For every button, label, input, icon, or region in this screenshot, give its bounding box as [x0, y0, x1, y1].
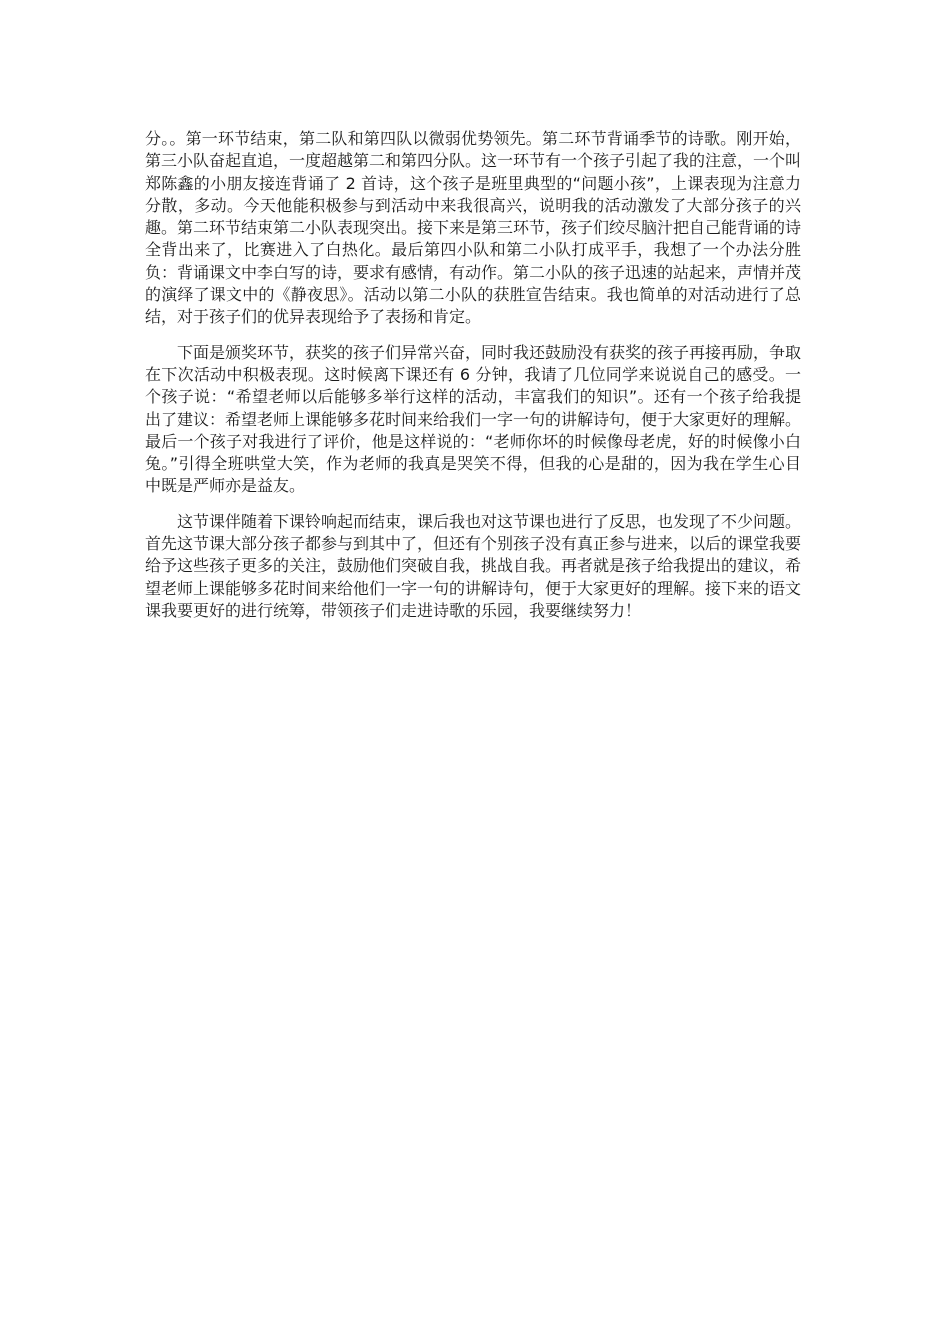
- paragraph-2: 下面是颁奖环节，获奖的孩子们异常兴奋，同时我还鼓励没有获奖的孩子再接再励，争取在下次活动中积极表现。这时候离下课还有 6 分钟，我请了几位同学来说说自己的感受。一个孩子说：“希望老师以后能够多举行这样的活动，丰富我们的知识”。还有一个孩子给我提出了建议：希望老师上课能够多花时间来给我们一字一句的讲解诗句，便于大家更好的理解。最后一个孩子对我进行了评价，他是这样说的：“老师你坏的时候像母老虎，好的时候像小白兔。”引得全班哄堂大笑，作为老师的我真是哭笑不得，但我的心是甜的，因为我在学生心目中既是严师亦是益友。: [145, 342, 802, 496]
- paragraph-1: 分。。第一环节结束，第二队和第四队以微弱优势领先。第二环节背诵季节的诗歌。刚开始，第三小队奋起直追，一度超越第二和第四分队。这一环节有一个孩子引起了我的注意，一个叫郑陈鑫的小朋友接连背诵了 2 首诗，这个孩子是班里典型的“问题小孩”，上课表现为注意力分散，多动。今天他能积极参与到活动中来我很高兴，说明我的活动激发了大部分孩子的兴趣。第二环节结束第二小队表现突出。接下来是第三环节，孩子们绞尽脑汁把自己能背诵的诗全背出来了，比赛进入了白热化。最后第四小队和第二小队打成平手，我想了一个办法分胜负：背诵课文中李白写的诗，要求有感情，有动作。第二小队的孩子迅速的站起来，声情并茂的演绎了课文中的《静夜思》。活动以第二小队的获胜宣告结束。我也简单的对活动进行了总结，对于孩子们的优异表现给予了表扬和肯定。: [145, 129, 802, 327]
- paragraph-3: 这节课伴随着下课铃响起而结束，课后我也对这节课也进行了反思，也发现了不少问题。首先这节课大部分孩子都参与到其中了，但还有个别孩子没有真正参与进来，以后的课堂我要给予这些孩子更多的关注，鼓励他们突破自我，挑战自我。再者就是孩子给我提出的建议，希望老师上课能够多花时间来给他们一字一句的讲解诗句，便于大家更好的理解。接下来的语文课我要更好的进行统筹，带领孩子们走进诗歌的乐园，我要继续努力！: [145, 511, 802, 620]
- document-body: [145, 128, 801, 635]
